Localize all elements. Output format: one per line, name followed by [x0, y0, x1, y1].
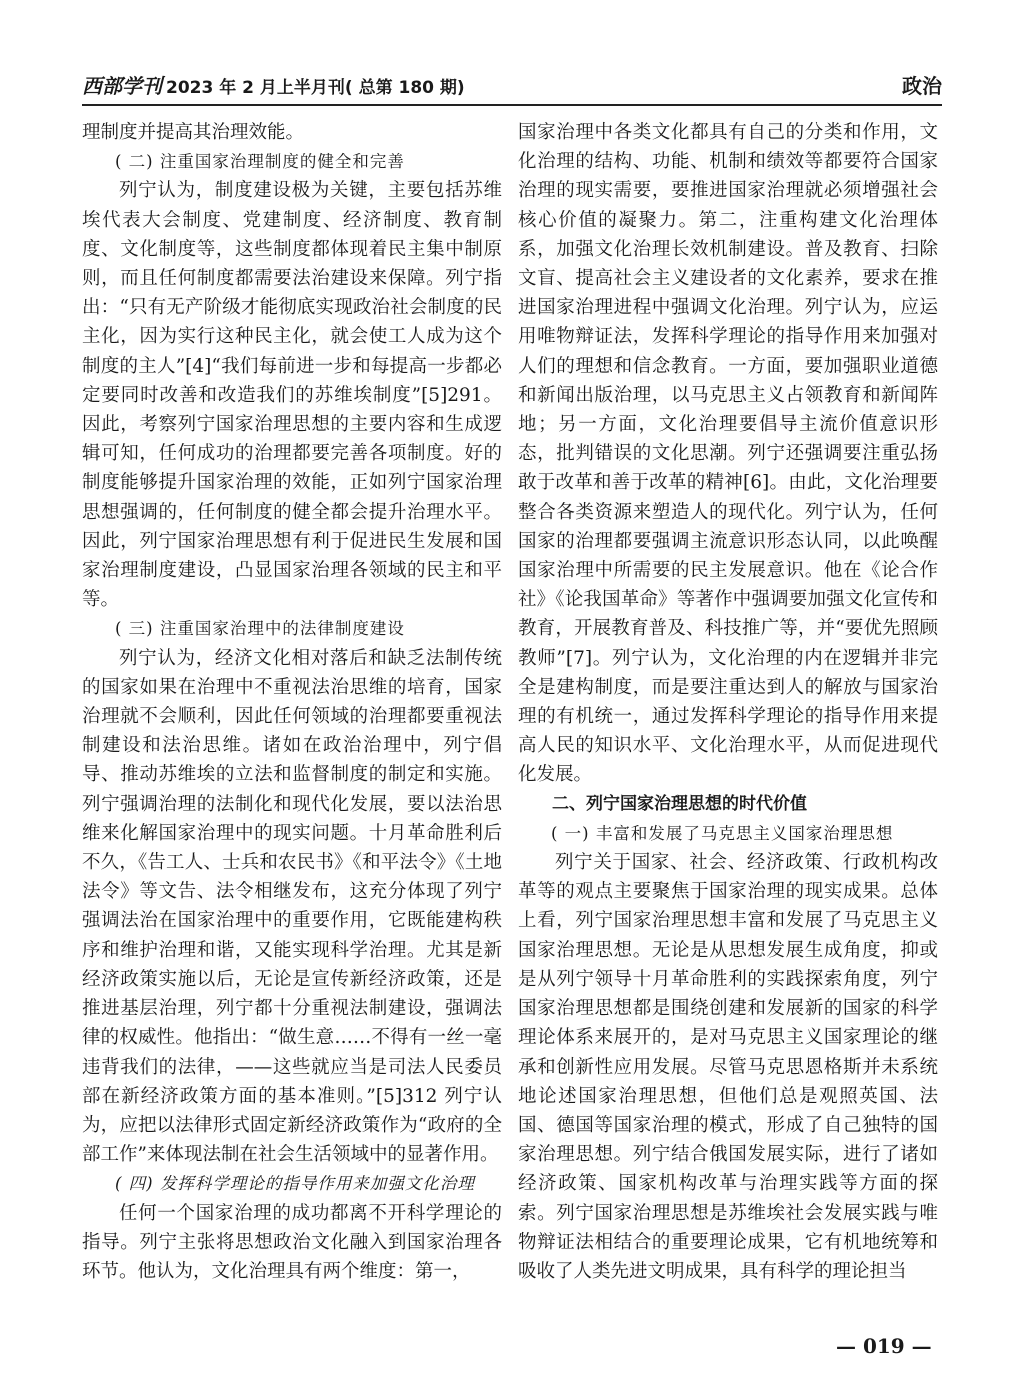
subsection-heading: ( 一) 丰富和发展了马克思主义国家治理思想: [551, 823, 894, 843]
page-number: — 019 —: [836, 1334, 932, 1358]
subsection-heading: ( 三) 注重国家治理中的法律制度建设: [115, 619, 405, 639]
journal-issue: 2023 年 2 月上半月刊( 总第 180 期): [166, 77, 465, 98]
paragraph: 任何一个国家治理的成功都离不开科学理论的指导。列宁主张将思想政治文化融入到国家治理各环节。他认为，文化治理具有两个维度：第一，: [82, 1202, 502, 1282]
left-column: [82, 118, 502, 1286]
paragraph: 列宁认为，经济文化相对落后和缺乏法制传统的国家如果在治理中不重视法治思维的培育，国家治理就不会顺利，因此任何领域的治理都要重视法制建设和法治思维。诸如在政治治理中，列宁倡导、推动苏维埃的立法和监督制度的制定和实施。列宁强调治理的法制化和现代化发展，要以法治思维来化解国家治理中的现实问题。十月革命胜利后不久，《告工人、士兵和农民书》《和平法令》《土地法令》等文告、法令相继发布，这充分体现了列宁强调法治在国家治理中的重要作用，它既能建构秩序和维护治理和谐，又能实现科学治理。尤其是新经济政策实施以后，无论是宣传新经济政策，还是推进基层治理，列宁都十分重视法制建设，强调法律的权威性。他指出：“做生意……不得有一丝一毫违背我们的法律，——这些就应当是司法人民委员部在新经济政策方面的基本准则。”[5]312 列宁认为，应把以法律形式固定新经济政策作为“政府的全部工作”来体现法制在社会生活领域中的显著作用。: [82, 647, 502, 1166]
subsection-heading: ( 四) 发挥科学理论的指导作用来加强文化治理: [115, 1174, 475, 1194]
right-column: [518, 118, 938, 1286]
paragraph: 列宁关于国家、社会、经济政策、行政机构改革等的观点主要聚焦于国家治理的现实成果。总体上看，列宁国家治理思想丰富和发展了马克思主义国家治理思想。无论是从思想发展生成角度，抑或是从列宁领导十月革命胜利的实践探索角度，列宁国家治理思想都是围绕创建和发展新的国家的科学理论体系来展开的，是对马克思主义国家理论的继承和创新性应用发展。尽管马克思恩格斯并未系统地论述国家治理思想，但他们总是观照英国、法国、德国等国家治理的模式，形成了自己独特的国家治理思想。列宁结合俄国发展实际，进行了诸如经济政策、国家机构改革与治理实践等方面的探索。列宁国家治理思想是苏维埃社会发展实践与唯物辩证法相结合的重要理论成果，它有机地统筹和吸收了人类先进文明成果，具有科学的理论担当: [518, 852, 938, 1282]
section-label: 政治: [902, 73, 942, 98]
journal-info: [82, 70, 465, 99]
running-header: [82, 64, 942, 106]
section-heading: 二、列宁国家治理思想的时代价值: [552, 793, 807, 814]
paragraph: 国家治理中各类文化都具有自己的分类和作用，文化治理的结构、功能、机制和绩效等都要符合国家治理的现实需要，要推进国家治理就必须增强社会核心价值的凝聚力。第二，注重构建文化治理体系，加强文化治理长效机制建设。普及教育、扫除文盲、提高社会主义建设者的文化素养，要求在推进国家治理进程中强调文化治理。列宁认为，应运用唯物辩证法，发挥科学理论的指导作用来加强对人们的理想和信念教育。一方面，要加强职业道德和新闻出版治理，以马克思主义占领教育和新闻阵地；另一方面，文化治理要倡导主流价值意识形态，批判错误的文化思潮。列宁还强调要注重弘扬敢于改革和善于改革的精神[6]。由此，文化治理要整合各类资源来塑造人的现代化。列宁认为，任何国家的治理都要强调主流意识形态认同，以此唤醒国家治理中所需要的民主发展意识。他在《论合作社》《论我国革命》等著作中强调要加强文化宣传和教育，开展教育普及、科技推广等，并“要优先照顾教师”[7]。列宁认为，文化治理的内在逻辑并非完全是建构制度，而是要注重达到人的解放与国家治理的有机统一，通过发挥科学理论的指导作用来提高人民的知识水平、文化治理水平，从而促进现代化发展。: [518, 122, 938, 786]
paragraph: 理制度并提高其治理效能。: [82, 122, 305, 143]
subsection-heading: ( 二) 注重国家治理制度的健全和完善: [115, 152, 405, 172]
paragraph: 列宁认为，制度建设极为关键，主要包括苏维埃代表大会制度、党建制度、经济制度、教育制度、文化制度等，这些制度都体现着民主集中制原则，而且任何制度都需要法治建设来保障。列宁指出：“只有无产阶级才能彻底实现政治社会制度的民主化，因为实行这种民主化，就会使工人成为这个制度的主人”[4]“我们每前进一步和每提高一步都必定要同时改善和改造我们的苏维埃制度”[5]291。因此，考察列宁国家治理思想的主要内容和生成逻辑可知，任何成功的治理都要完善各项制度。好的制度能够提升国家治理的效能，正如列宁国家治理思想强调的，任何制度的健全都会提升治理水平。因此，列宁国家治理思想有利于促进民生发展和国家治理制度建设，凸显国家治理各领域的民主和平等。: [82, 180, 502, 611]
journal-logo: 西部学刊: [82, 73, 162, 98]
